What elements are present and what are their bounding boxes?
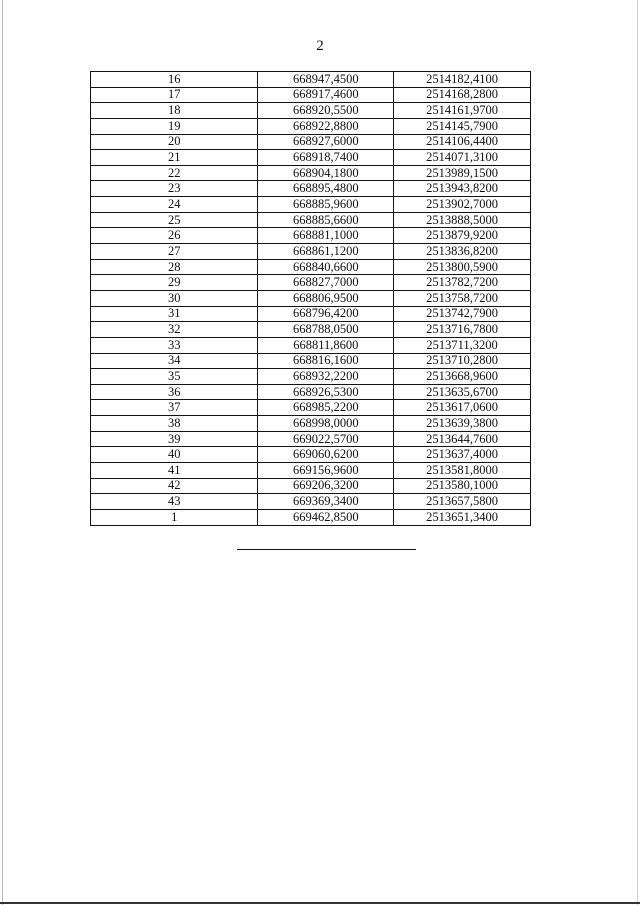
table-row xyxy=(91,134,531,150)
table-row xyxy=(91,150,531,166)
x-coordinate-cell: 668811,8600 xyxy=(258,337,394,353)
coordinates-table xyxy=(90,71,531,526)
point-number-cell: 20 xyxy=(91,134,258,150)
point-number-cell: 32 xyxy=(91,322,258,338)
point-number-cell: 26 xyxy=(91,228,258,244)
y-coordinate-cell: 2513742,7900 xyxy=(394,306,531,322)
scan-edge-bottom xyxy=(0,902,640,904)
point-number-cell: 29 xyxy=(91,275,258,291)
y-coordinate-cell: 2514145,7900 xyxy=(394,118,531,134)
scan-edge-right xyxy=(637,0,638,905)
y-coordinate-cell: 2513580,1000 xyxy=(394,478,531,494)
table-row xyxy=(91,197,531,213)
y-coordinate-cell: 2514106,4400 xyxy=(394,134,531,150)
point-number-cell: 38 xyxy=(91,416,258,432)
y-coordinate-cell: 2513668,9600 xyxy=(394,369,531,385)
table-row xyxy=(91,181,531,197)
y-coordinate-cell: 2513644,7600 xyxy=(394,431,531,447)
table-row xyxy=(91,353,531,369)
table-row xyxy=(91,103,531,119)
table-row xyxy=(91,369,531,385)
table-row xyxy=(91,72,531,88)
point-number-cell: 43 xyxy=(91,494,258,510)
scan-edge-left xyxy=(2,0,3,905)
point-number-cell: 24 xyxy=(91,197,258,213)
table-row xyxy=(91,447,531,463)
y-coordinate-cell: 2513651,3400 xyxy=(394,509,531,525)
point-number-cell: 17 xyxy=(91,87,258,103)
point-number-cell: 22 xyxy=(91,165,258,181)
end-separator-line xyxy=(237,549,416,550)
table-row xyxy=(91,212,531,228)
point-number-cell: 40 xyxy=(91,447,258,463)
point-number-cell: 19 xyxy=(91,118,258,134)
x-coordinate-cell: 668885,6600 xyxy=(258,212,394,228)
x-coordinate-cell: 668927,6000 xyxy=(258,134,394,150)
x-coordinate-cell: 668998,0000 xyxy=(258,416,394,432)
y-coordinate-cell: 2513639,3800 xyxy=(394,416,531,432)
y-coordinate-cell: 2513716,7800 xyxy=(394,322,531,338)
point-number-cell: 18 xyxy=(91,103,258,119)
x-coordinate-cell: 669156,9600 xyxy=(258,463,394,479)
table-row xyxy=(91,228,531,244)
x-coordinate-cell: 669462,8500 xyxy=(258,509,394,525)
point-number-cell: 37 xyxy=(91,400,258,416)
table-row xyxy=(91,290,531,306)
x-coordinate-cell: 669206,3200 xyxy=(258,478,394,494)
table-row xyxy=(91,87,531,103)
point-number-cell: 16 xyxy=(91,72,258,88)
point-number-cell: 34 xyxy=(91,353,258,369)
point-number-cell: 35 xyxy=(91,369,258,385)
x-coordinate-cell: 668885,9600 xyxy=(258,197,394,213)
x-coordinate-cell: 668895,4800 xyxy=(258,181,394,197)
x-coordinate-cell: 668920,5500 xyxy=(258,103,394,119)
coordinates-table-body xyxy=(91,72,531,526)
x-coordinate-cell: 668796,4200 xyxy=(258,306,394,322)
table-row xyxy=(91,400,531,416)
table-row xyxy=(91,478,531,494)
page-number: 2 xyxy=(316,38,324,54)
x-coordinate-cell: 668788,0500 xyxy=(258,322,394,338)
table-row xyxy=(91,337,531,353)
table-row xyxy=(91,384,531,400)
x-coordinate-cell: 668922,8800 xyxy=(258,118,394,134)
x-coordinate-cell: 668926,5300 xyxy=(258,384,394,400)
y-coordinate-cell: 2514161,9700 xyxy=(394,103,531,119)
x-coordinate-cell: 668881,1000 xyxy=(258,228,394,244)
x-coordinate-cell: 668985,2200 xyxy=(258,400,394,416)
y-coordinate-cell: 2513581,8000 xyxy=(394,463,531,479)
y-coordinate-cell: 2513943,8200 xyxy=(394,181,531,197)
x-coordinate-cell: 669022,5700 xyxy=(258,431,394,447)
y-coordinate-cell: 2513635,6700 xyxy=(394,384,531,400)
y-coordinate-cell: 2514071,3100 xyxy=(394,150,531,166)
x-coordinate-cell: 669369,3400 xyxy=(258,494,394,510)
y-coordinate-cell: 2513617,0600 xyxy=(394,400,531,416)
table-row xyxy=(91,509,531,525)
x-coordinate-cell: 668918,7400 xyxy=(258,150,394,166)
y-coordinate-cell: 2513782,7200 xyxy=(394,275,531,291)
y-coordinate-cell: 2513902,7000 xyxy=(394,197,531,213)
table-row xyxy=(91,259,531,275)
point-number-cell: 42 xyxy=(91,478,258,494)
x-coordinate-cell: 668816,1600 xyxy=(258,353,394,369)
point-number-cell: 36 xyxy=(91,384,258,400)
y-coordinate-cell: 2513800,5900 xyxy=(394,259,531,275)
y-coordinate-cell: 2513637,4000 xyxy=(394,447,531,463)
y-coordinate-cell: 2513710,2800 xyxy=(394,353,531,369)
point-number-cell: 21 xyxy=(91,150,258,166)
table-row xyxy=(91,322,531,338)
y-coordinate-cell: 2514182,4100 xyxy=(394,72,531,88)
y-coordinate-cell: 2513879,9200 xyxy=(394,228,531,244)
point-number-cell: 39 xyxy=(91,431,258,447)
table-row xyxy=(91,165,531,181)
point-number-cell: 31 xyxy=(91,306,258,322)
table-row xyxy=(91,306,531,322)
y-coordinate-cell: 2513836,8200 xyxy=(394,244,531,260)
point-number-cell: 25 xyxy=(91,212,258,228)
y-coordinate-cell: 2513888,5000 xyxy=(394,212,531,228)
y-coordinate-cell: 2514168,2800 xyxy=(394,87,531,103)
table-row xyxy=(91,494,531,510)
point-number-cell: 1 xyxy=(91,509,258,525)
x-coordinate-cell: 668932,2200 xyxy=(258,369,394,385)
x-coordinate-cell: 668861,1200 xyxy=(258,244,394,260)
table-row xyxy=(91,275,531,291)
y-coordinate-cell: 2513657,5800 xyxy=(394,494,531,510)
y-coordinate-cell: 2513989,1500 xyxy=(394,165,531,181)
table-row xyxy=(91,416,531,432)
x-coordinate-cell: 668947,4500 xyxy=(258,72,394,88)
table-row xyxy=(91,244,531,260)
table-row xyxy=(91,118,531,134)
x-coordinate-cell: 668904,1800 xyxy=(258,165,394,181)
x-coordinate-cell: 668827,7000 xyxy=(258,275,394,291)
table-row xyxy=(91,431,531,447)
x-coordinate-cell: 668806,9500 xyxy=(258,290,394,306)
point-number-cell: 33 xyxy=(91,337,258,353)
x-coordinate-cell: 668917,4600 xyxy=(258,87,394,103)
point-number-cell: 28 xyxy=(91,259,258,275)
point-number-cell: 30 xyxy=(91,290,258,306)
y-coordinate-cell: 2513758,7200 xyxy=(394,290,531,306)
x-coordinate-cell: 668840,6600 xyxy=(258,259,394,275)
table-row xyxy=(91,463,531,479)
point-number-cell: 27 xyxy=(91,244,258,260)
point-number-cell: 41 xyxy=(91,463,258,479)
x-coordinate-cell: 669060,6200 xyxy=(258,447,394,463)
point-number-cell: 23 xyxy=(91,181,258,197)
y-coordinate-cell: 2513711,3200 xyxy=(394,337,531,353)
